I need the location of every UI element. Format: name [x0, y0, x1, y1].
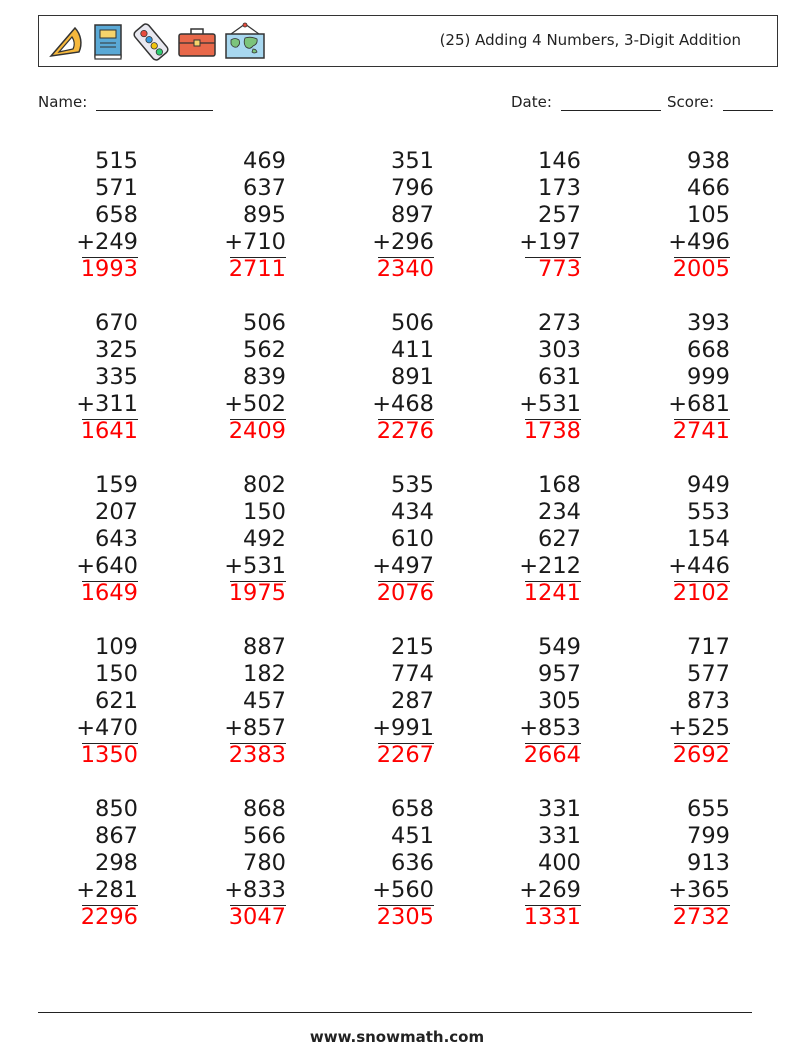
- addend: 636: [391, 850, 434, 876]
- addition-problem: [461, 796, 581, 931]
- addend: 469: [243, 148, 286, 174]
- addend-with-plus: +446: [668, 553, 730, 579]
- addend: 287: [391, 688, 434, 714]
- addition-problem: [18, 796, 138, 931]
- score-field[interactable]: [667, 93, 773, 111]
- answer: 1649: [80, 580, 138, 606]
- addend: 305: [538, 688, 581, 714]
- addend: 400: [538, 850, 581, 876]
- sum-rule: [674, 581, 730, 582]
- sum-rule: [230, 905, 286, 906]
- addend: 627: [538, 526, 581, 552]
- addend-with-plus: +853: [519, 715, 581, 741]
- addend: 802: [243, 472, 286, 498]
- protractor-icon: [45, 22, 85, 62]
- answer: 1241: [523, 580, 581, 606]
- addend: 150: [243, 499, 286, 525]
- sum-rule: [378, 257, 434, 258]
- answer: 2276: [376, 418, 434, 444]
- addend-with-plus: +525: [668, 715, 730, 741]
- answer: 2692: [672, 742, 730, 768]
- answer: 2409: [228, 418, 286, 444]
- addend: 873: [687, 688, 730, 714]
- sum-rule: [525, 257, 581, 258]
- addend: 913: [687, 850, 730, 876]
- addend: 298: [95, 850, 138, 876]
- answer: 2664: [523, 742, 581, 768]
- addend: 411: [391, 337, 434, 363]
- answer: 2741: [672, 418, 730, 444]
- addition-problem: [166, 148, 286, 283]
- answer: 1975: [228, 580, 286, 606]
- addend: 173: [538, 175, 581, 201]
- date-label: Date:: [511, 93, 557, 111]
- answer: 1993: [80, 256, 138, 282]
- addend: 515: [95, 148, 138, 174]
- sum-rule: [378, 419, 434, 420]
- answer: 2711: [228, 256, 286, 282]
- book-icon: [90, 22, 126, 62]
- addition-problem: [166, 634, 286, 769]
- addend: 331: [538, 823, 581, 849]
- addend-with-plus: +281: [76, 877, 138, 903]
- addition-problem: [18, 148, 138, 283]
- sum-rule: [82, 581, 138, 582]
- addition-problem: [18, 634, 138, 769]
- addend: 867: [95, 823, 138, 849]
- addend: 621: [95, 688, 138, 714]
- addend: 466: [687, 175, 730, 201]
- addend: 668: [687, 337, 730, 363]
- addend-with-plus: +640: [76, 553, 138, 579]
- addend: 506: [391, 310, 434, 336]
- sum-rule: [230, 743, 286, 744]
- addition-problem: [314, 148, 434, 283]
- addend: 610: [391, 526, 434, 552]
- addition-problem: [461, 148, 581, 283]
- answer: 1350: [80, 742, 138, 768]
- addend-with-plus: +365: [668, 877, 730, 903]
- addend: 566: [243, 823, 286, 849]
- answer: 1641: [80, 418, 138, 444]
- addition-problem: [461, 472, 581, 607]
- addend-with-plus: +269: [519, 877, 581, 903]
- addend: 393: [687, 310, 730, 336]
- sum-rule: [82, 419, 138, 420]
- addend: 492: [243, 526, 286, 552]
- header-icons: [45, 19, 267, 65]
- addend: 658: [391, 796, 434, 822]
- addend: 999: [687, 364, 730, 390]
- paint-palette-icon: [131, 22, 171, 62]
- addend-with-plus: +531: [224, 553, 286, 579]
- sum-rule: [82, 257, 138, 258]
- answer: 2102: [672, 580, 730, 606]
- addend-with-plus: +497: [372, 553, 434, 579]
- sum-rule: [378, 581, 434, 582]
- addition-problem: [610, 634, 730, 769]
- addend: 571: [95, 175, 138, 201]
- addend: 457: [243, 688, 286, 714]
- addend-with-plus: +470: [76, 715, 138, 741]
- addend-with-plus: +296: [372, 229, 434, 255]
- addend: 109: [95, 634, 138, 660]
- addend: 535: [391, 472, 434, 498]
- addend: 168: [538, 472, 581, 498]
- addend: 150: [95, 661, 138, 687]
- addend-with-plus: +212: [519, 553, 581, 579]
- addend: 658: [95, 202, 138, 228]
- addition-problem: [461, 634, 581, 769]
- answer: 773: [538, 256, 581, 282]
- addition-problem: [314, 634, 434, 769]
- sum-rule: [525, 419, 581, 420]
- sum-rule: [378, 743, 434, 744]
- addition-problem: [461, 310, 581, 445]
- sum-rule: [525, 905, 581, 906]
- addend: 506: [243, 310, 286, 336]
- addend: 335: [95, 364, 138, 390]
- addend: 234: [538, 499, 581, 525]
- addend-with-plus: +560: [372, 877, 434, 903]
- addend: 159: [95, 472, 138, 498]
- name-label: Name:: [38, 93, 93, 111]
- addend: 780: [243, 850, 286, 876]
- answer: 2383: [228, 742, 286, 768]
- addend-with-plus: +249: [76, 229, 138, 255]
- sum-rule: [525, 581, 581, 582]
- addition-problem: [610, 310, 730, 445]
- answer: 2732: [672, 904, 730, 930]
- addend: 434: [391, 499, 434, 525]
- footer-divider: [38, 1012, 752, 1013]
- addition-problem: [166, 796, 286, 931]
- addend: 451: [391, 823, 434, 849]
- sum-rule: [674, 419, 730, 420]
- addend: 325: [95, 337, 138, 363]
- addend: 774: [391, 661, 434, 687]
- addend: 643: [95, 526, 138, 552]
- addition-problem: [314, 310, 434, 445]
- date-field[interactable]: [511, 93, 661, 111]
- date-line[interactable]: [561, 96, 661, 111]
- addend: 799: [687, 823, 730, 849]
- sum-rule: [82, 743, 138, 744]
- answer: 2296: [80, 904, 138, 930]
- addend-with-plus: +681: [668, 391, 730, 417]
- addend: 182: [243, 661, 286, 687]
- addend: 868: [243, 796, 286, 822]
- worksheet-header: [38, 15, 778, 67]
- addend: 891: [391, 364, 434, 390]
- addend-with-plus: +502: [224, 391, 286, 417]
- addend: 303: [538, 337, 581, 363]
- addition-problem: [314, 472, 434, 607]
- addend: 105: [687, 202, 730, 228]
- briefcase-icon: [176, 22, 218, 62]
- worksheet-title: (25) Adding 4 Numbers, 3-Digit Addition: [439, 31, 741, 49]
- addend: 717: [687, 634, 730, 660]
- answer: 2076: [376, 580, 434, 606]
- addend-with-plus: +857: [224, 715, 286, 741]
- addend: 670: [95, 310, 138, 336]
- addend: 146: [538, 148, 581, 174]
- sum-rule: [378, 905, 434, 906]
- addend: 549: [538, 634, 581, 660]
- addend: 938: [687, 148, 730, 174]
- addend: 562: [243, 337, 286, 363]
- addend-with-plus: +991: [372, 715, 434, 741]
- addition-problem: [166, 472, 286, 607]
- addend: 887: [243, 634, 286, 660]
- addend: 577: [687, 661, 730, 687]
- sum-rule: [230, 419, 286, 420]
- score-line[interactable]: [723, 96, 773, 111]
- addend: 154: [687, 526, 730, 552]
- addend: 553: [687, 499, 730, 525]
- addend: 895: [243, 202, 286, 228]
- footer-site: www.snowmath.com: [309, 1028, 485, 1046]
- addition-problem: [314, 796, 434, 931]
- sum-rule: [674, 257, 730, 258]
- name-field[interactable]: [38, 93, 213, 111]
- addend-with-plus: +710: [224, 229, 286, 255]
- addend-with-plus: +468: [372, 391, 434, 417]
- answer: 2267: [376, 742, 434, 768]
- answer: 2305: [376, 904, 434, 930]
- answer: 2340: [376, 256, 434, 282]
- addition-problem: [610, 472, 730, 607]
- name-line[interactable]: [96, 96, 213, 111]
- sum-rule: [674, 743, 730, 744]
- addend: 631: [538, 364, 581, 390]
- answer: 1331: [523, 904, 581, 930]
- addition-problem: [18, 310, 138, 445]
- addend: 655: [687, 796, 730, 822]
- addend: 215: [391, 634, 434, 660]
- answer: 2005: [672, 256, 730, 282]
- addend: 351: [391, 148, 434, 174]
- addition-problem: [18, 472, 138, 607]
- addend-with-plus: +833: [224, 877, 286, 903]
- addend: 839: [243, 364, 286, 390]
- addend: 207: [95, 499, 138, 525]
- addend-with-plus: +531: [519, 391, 581, 417]
- addend-with-plus: +197: [519, 229, 581, 255]
- addend: 331: [538, 796, 581, 822]
- addend: 796: [391, 175, 434, 201]
- answer: 1738: [523, 418, 581, 444]
- addend: 850: [95, 796, 138, 822]
- addend: 257: [538, 202, 581, 228]
- addition-problem: [166, 310, 286, 445]
- sum-rule: [230, 581, 286, 582]
- addend: 957: [538, 661, 581, 687]
- sum-rule: [674, 905, 730, 906]
- addend: 273: [538, 310, 581, 336]
- addition-problem: [610, 148, 730, 283]
- addend-with-plus: +496: [668, 229, 730, 255]
- sum-rule: [230, 257, 286, 258]
- addend-with-plus: +311: [76, 391, 138, 417]
- answer: 3047: [228, 904, 286, 930]
- addition-problem: [610, 796, 730, 931]
- addend: 637: [243, 175, 286, 201]
- score-label: Score:: [667, 93, 719, 111]
- addend: 949: [687, 472, 730, 498]
- addend: 897: [391, 202, 434, 228]
- sum-rule: [525, 743, 581, 744]
- sum-rule: [82, 905, 138, 906]
- world-map-icon: [223, 22, 267, 62]
